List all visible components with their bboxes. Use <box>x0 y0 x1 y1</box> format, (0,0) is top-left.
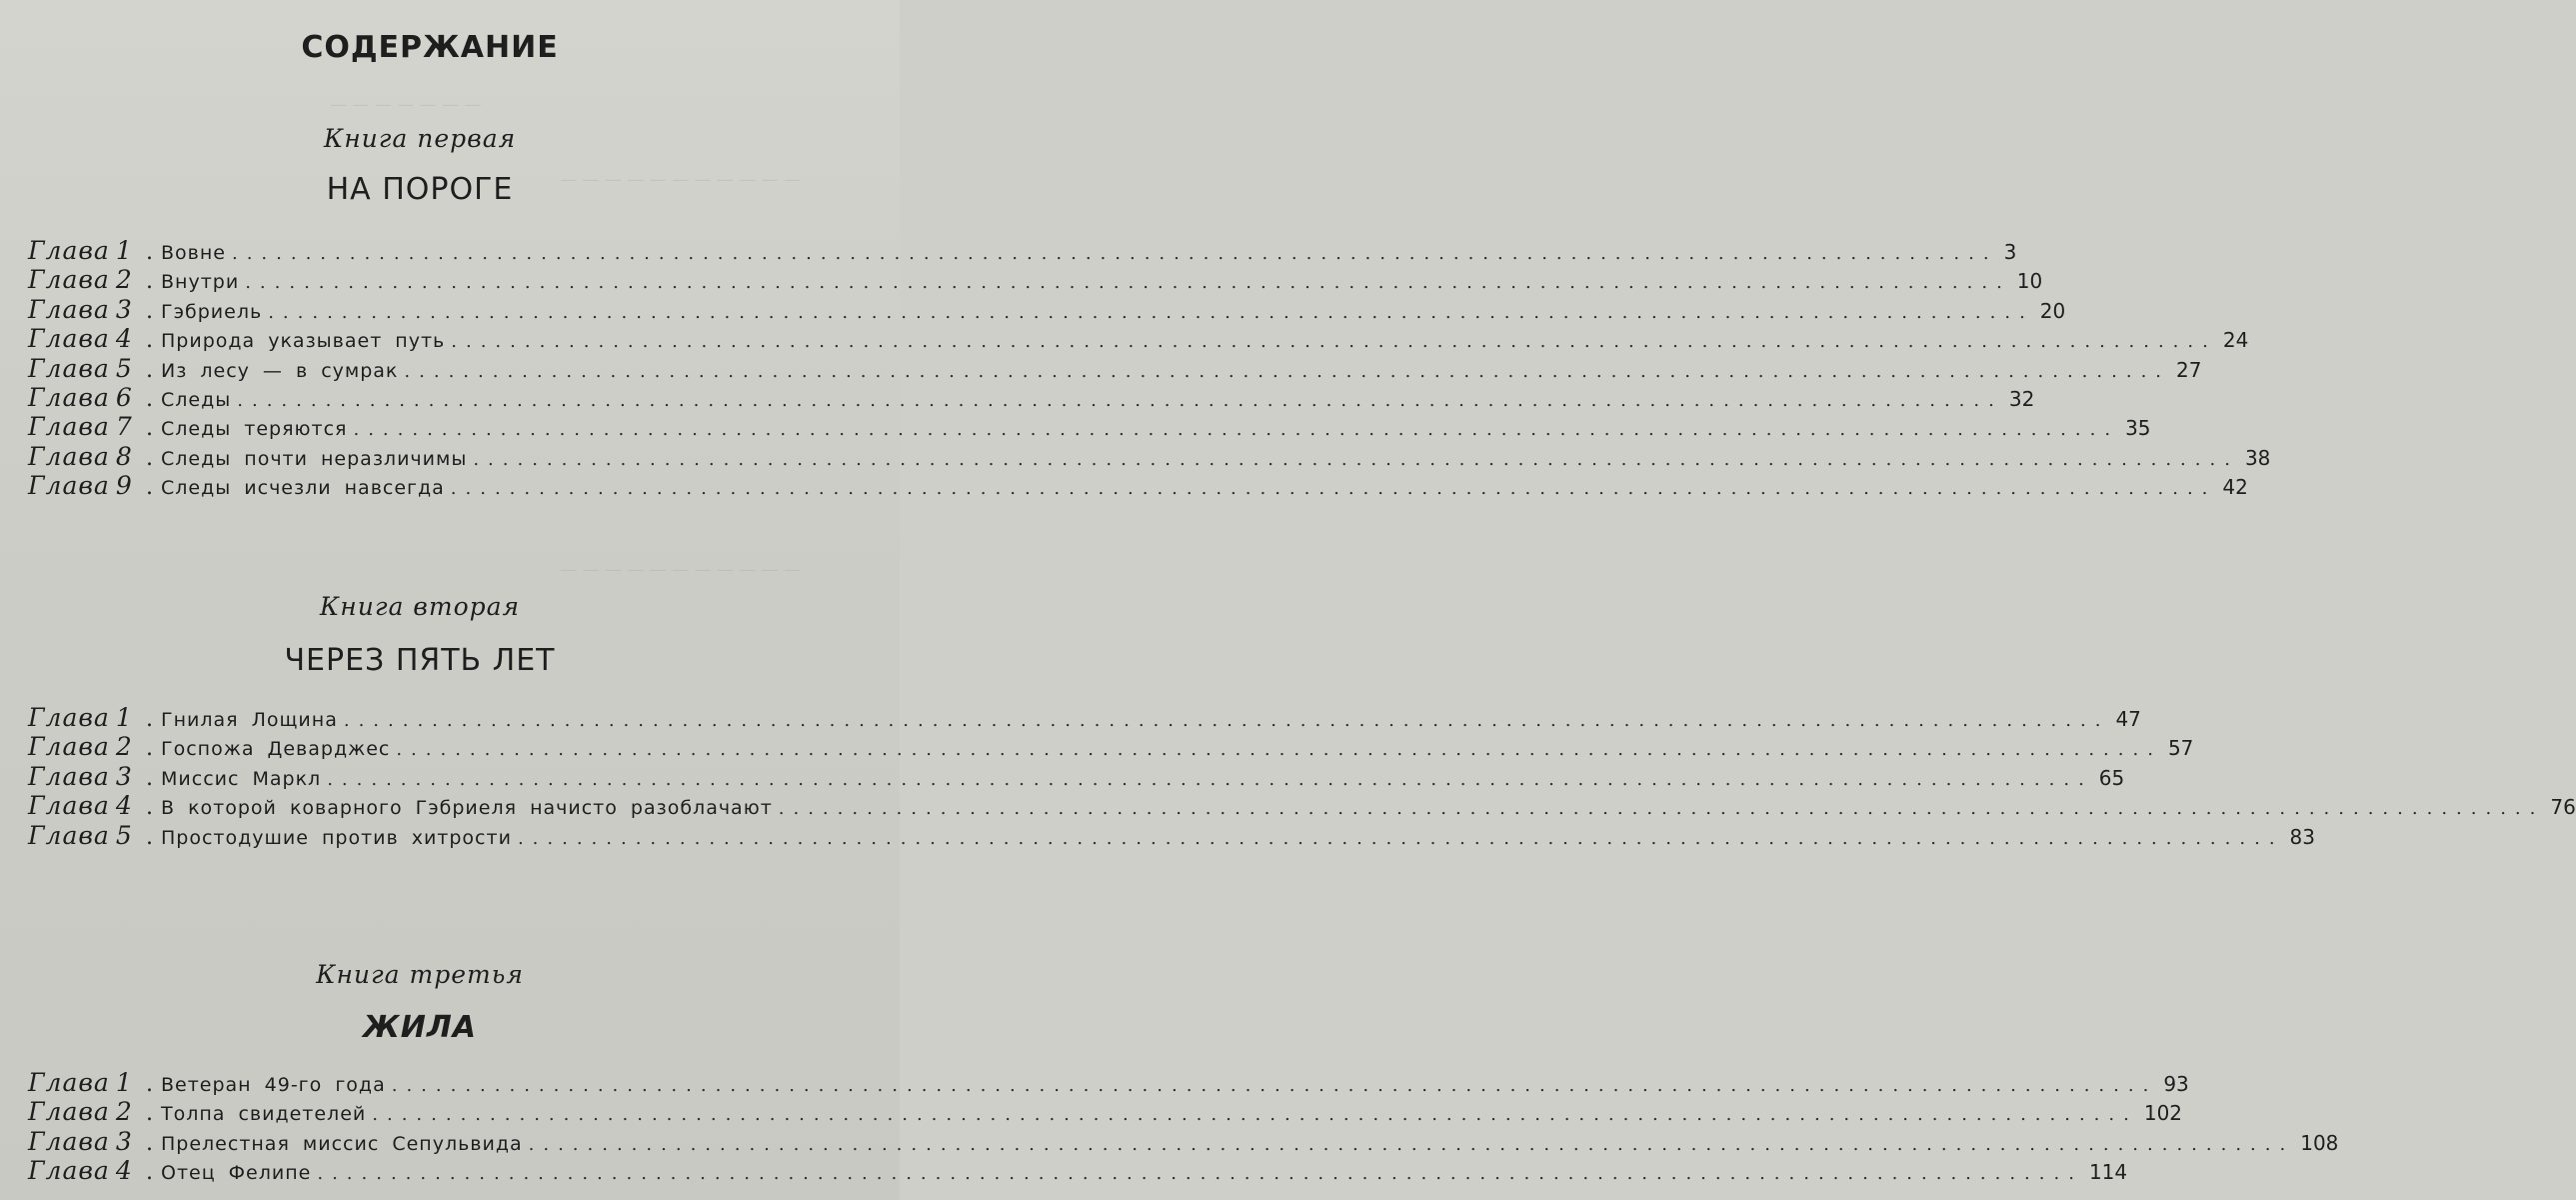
chapter-number: 6 <box>115 382 133 412</box>
dot-leader: ........................................................................................................................ <box>396 739 2162 761</box>
book-1-label: Книга первая <box>323 124 517 153</box>
dot-leader: ........................................................................................................................ <box>245 272 2011 294</box>
dot-leader: ........................................................................................................................ <box>451 331 2217 353</box>
page-number: 38 <box>2244 445 2271 470</box>
chapter-word: Глава <box>28 1097 110 1127</box>
toc-row <box>28 294 2066 324</box>
toc-row <box>28 324 2249 354</box>
toc-row <box>28 761 2125 791</box>
bleed-through-text: — — — — — — — — — — — <box>560 560 802 580</box>
dot-leader: ........................................................................................................................ <box>528 1133 2295 1155</box>
chapter-title: Отец Фелипе <box>161 1162 312 1185</box>
chapter-word: Глава <box>28 1068 110 1097</box>
dot-leader: ........................................................................................................................ <box>231 243 1998 264</box>
chapter-number-period: . <box>146 357 153 383</box>
chapter-number-period: . <box>146 707 153 732</box>
page-title: СОДЕРЖАНИЕ <box>301 30 559 65</box>
chapter-word: Глава <box>28 761 110 791</box>
dot-leader: ........................................................................................................................ <box>327 768 2093 790</box>
toc-row <box>28 1068 2189 1097</box>
chapter-title: Госпожа Деварджес <box>161 738 391 761</box>
chapter-label <box>28 442 146 471</box>
dot-leader: ........................................................................................................................ <box>778 798 2545 820</box>
chapter-label <box>28 791 146 820</box>
chapter-title: Следы <box>161 388 232 411</box>
chapter-number: 9 <box>115 471 133 501</box>
chapter-number-period: . <box>146 1130 153 1156</box>
chapter-title: Ветеран 49-го года <box>161 1074 386 1096</box>
page-number: 35 <box>2125 416 2151 441</box>
page-number: 47 <box>2115 707 2141 731</box>
toc-row <box>28 791 2576 821</box>
book-3-toc <box>28 1068 2339 1186</box>
chapter-title: Прелестная миссис Сепульвида <box>161 1132 523 1155</box>
chapter-word: Глава <box>28 820 110 850</box>
chapter-label <box>28 324 146 353</box>
chapter-number-period: . <box>146 765 153 791</box>
chapter-word: Глава <box>28 353 110 383</box>
toc-row <box>28 1126 2339 1156</box>
page-number: 93 <box>2163 1072 2189 1096</box>
chapter-title: В которой коварного Гэбриеля начисто разоблачают <box>161 797 773 820</box>
toc-row <box>28 732 2194 762</box>
chapter-label <box>28 354 146 383</box>
book-2-label: Книга вторая <box>319 592 521 621</box>
page-number: 42 <box>2222 475 2248 500</box>
chapter-number: 2 <box>115 265 133 295</box>
chapter-number: 4 <box>115 1156 133 1186</box>
page-number: 20 <box>2039 298 2066 323</box>
dot-leader: ........................................................................................................................ <box>517 827 2284 849</box>
chapter-label <box>28 732 146 761</box>
toc-row <box>28 441 2271 471</box>
dot-leader: ........................................................................................................................ <box>268 301 2034 323</box>
book-1-toc <box>28 236 2271 501</box>
chapter-number: 8 <box>115 441 133 471</box>
toc-row <box>28 412 2151 442</box>
chapter-number: 3 <box>115 1126 133 1156</box>
chapter-number: 1 <box>115 1068 133 1097</box>
chapter-number: 5 <box>115 353 133 383</box>
chapter-title: Из лесу — в сумрак <box>161 359 399 382</box>
chapter-number: 1 <box>115 703 133 732</box>
chapter-title: Простодушие против хитрости <box>161 826 512 849</box>
page-number: 57 <box>2167 736 2194 761</box>
chapter-number: 7 <box>115 412 133 442</box>
chapter-label <box>28 1127 146 1156</box>
chapter-word: Глава <box>28 1156 110 1186</box>
chapter-title: Внутри <box>161 271 240 294</box>
page-number: 83 <box>2289 824 2315 849</box>
chapter-number: 3 <box>115 294 133 324</box>
chapter-title: Следы почти неразличимы <box>161 447 468 470</box>
toc-row <box>28 1097 2183 1127</box>
chapter-number: 2 <box>115 732 133 762</box>
book-3-title: ЖИЛА <box>363 1010 477 1045</box>
dot-leader: ........................................................................................................................ <box>391 1075 2158 1096</box>
chapter-label <box>28 1068 146 1097</box>
chapter-word: Глава <box>28 732 110 762</box>
dot-leader: ........................................................................................................................ <box>404 360 2171 382</box>
chapter-number-period: . <box>146 328 153 354</box>
chapter-word: Глава <box>28 236 110 265</box>
toc-row <box>28 382 2035 412</box>
page-number: 108 <box>2300 1130 2339 1155</box>
chapter-label <box>28 1156 146 1185</box>
chapter-word: Глава <box>28 382 110 412</box>
chapter-number: 1 <box>115 236 133 265</box>
chapter-number: 5 <box>115 820 133 850</box>
toc-row <box>28 236 2017 265</box>
chapter-label <box>28 265 146 294</box>
chapter-number: 4 <box>115 324 133 354</box>
chapter-label <box>28 821 146 850</box>
chapter-title: Вовне <box>161 242 226 264</box>
chapter-number: 3 <box>115 761 133 791</box>
toc-row <box>28 265 2043 295</box>
dot-leader: ........................................................................................................................ <box>343 710 2110 731</box>
chapter-title: Миссис Маркл <box>161 767 322 790</box>
toc-row <box>28 471 2248 501</box>
chapter-word: Глава <box>28 703 110 732</box>
chapter-number-period: . <box>146 1160 153 1186</box>
book-2-title: ЧЕРЕЗ ПЯТЬ ЛЕТ <box>284 643 556 678</box>
toc-row <box>28 703 2141 732</box>
chapter-word: Глава <box>28 412 110 442</box>
page-number: 102 <box>2143 1101 2183 1126</box>
chapter-word: Глава <box>28 791 110 821</box>
chapter-title: Толпа свидетелей <box>161 1103 367 1126</box>
dot-leader: ........................................................................................................................ <box>450 478 2217 500</box>
chapter-number-period: . <box>146 298 153 324</box>
page-number: 24 <box>2222 328 2249 353</box>
chapter-number-period: . <box>146 1101 153 1127</box>
page-number: 10 <box>2016 269 2043 294</box>
chapter-title: Гэбриель <box>161 300 263 323</box>
chapter-word: Глава <box>28 324 110 354</box>
chapter-number-period: . <box>146 416 153 442</box>
page-number: 3 <box>2003 240 2017 264</box>
chapter-label <box>28 1097 146 1126</box>
dot-leader: ........................................................................................................................ <box>353 419 2120 441</box>
chapter-label <box>28 762 146 791</box>
book-3-label: Книга третья <box>316 960 524 989</box>
page-number: 76 <box>2550 795 2576 820</box>
chapter-word: Глава <box>28 441 110 471</box>
page-number: 27 <box>2176 357 2202 382</box>
book-2-toc <box>28 703 2576 850</box>
chapter-number-period: . <box>146 475 153 501</box>
chapter-label <box>28 412 146 441</box>
chapter-label <box>28 236 146 265</box>
chapter-number-period: . <box>146 269 153 295</box>
chapter-label <box>28 295 146 324</box>
chapter-label <box>28 703 146 732</box>
chapter-label <box>28 471 146 500</box>
dot-leader: ........................................................................................................................ <box>317 1163 2083 1185</box>
chapter-number-period: . <box>146 1072 153 1097</box>
chapter-title: Следы теряются <box>161 418 348 441</box>
dot-leader: ........................................................................................................................ <box>473 448 2239 470</box>
chapter-number-period: . <box>146 240 153 265</box>
dot-leader: ........................................................................................................................ <box>237 389 2003 411</box>
chapter-label <box>28 383 146 412</box>
chapter-word: Глава <box>28 265 110 295</box>
chapter-number-period: . <box>146 386 153 412</box>
bleed-through-text: — — — — — — — <box>330 95 482 115</box>
chapter-word: Глава <box>28 1126 110 1156</box>
chapter-number: 2 <box>115 1097 133 1127</box>
chapter-number-period: . <box>146 445 153 471</box>
chapter-title: Природа указывает путь <box>161 330 446 353</box>
chapter-word: Глава <box>28 471 110 501</box>
toc-row <box>28 1156 2128 1186</box>
page-number: 32 <box>2008 386 2035 411</box>
chapter-number: 4 <box>115 791 133 821</box>
chapter-word: Глава <box>28 294 110 324</box>
dot-leader: ........................................................................................................................ <box>372 1104 2138 1126</box>
chapter-title: Следы исчезли навсегда <box>161 477 445 500</box>
bleed-through-text: — — — — — — — — — — — <box>560 170 802 190</box>
chapter-number-period: . <box>146 824 153 850</box>
page-number: 114 <box>2088 1160 2128 1185</box>
toc-row <box>28 820 2315 850</box>
chapter-title: Гнилая Лощина <box>161 709 338 731</box>
chapter-number-period: . <box>146 795 153 821</box>
page-number: 65 <box>2098 765 2125 790</box>
chapter-number-period: . <box>146 736 153 762</box>
toc-row <box>28 353 2202 383</box>
book-1-title: НА ПОРОГЕ <box>326 172 514 207</box>
